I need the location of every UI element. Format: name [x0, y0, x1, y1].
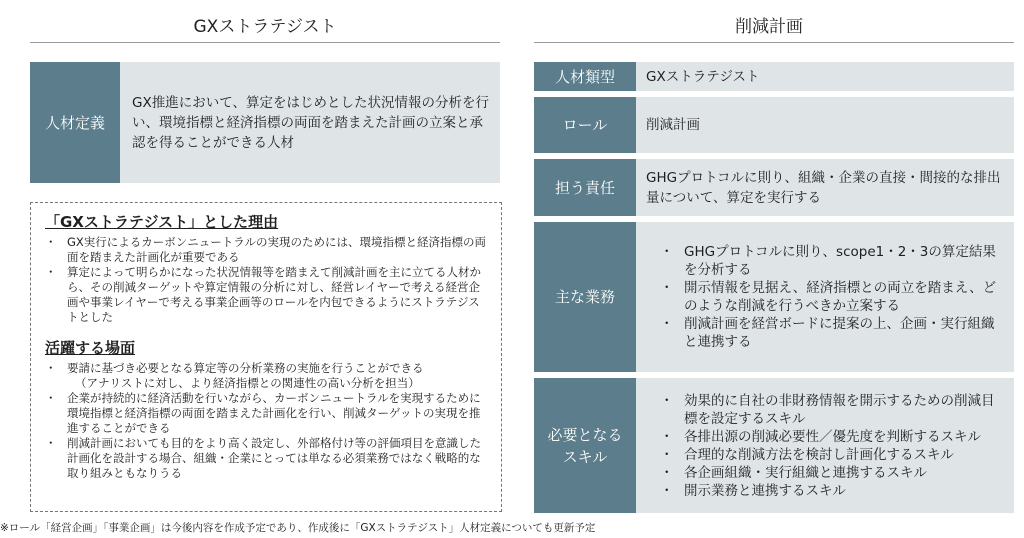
scenes-list	[45, 361, 491, 481]
task-item: ・ GHGプロトコルに則り、scope1・2・3の算定結果を分析する	[660, 243, 1004, 279]
reason-heading: 「GXストラテジスト」とした理由	[45, 213, 279, 231]
right-column-title: 削減計画	[735, 17, 803, 37]
footnote: ※ロール「経営企画」「事業企画」は今後内容を作成予定であり、作成後に「GXストラテジスト」人材定義についても更新予定	[0, 522, 596, 534]
definition-box	[30, 62, 500, 183]
skills-list	[646, 392, 1004, 500]
row-role	[534, 97, 1014, 153]
row-skills-label-line2: スキル	[562, 447, 608, 466]
scene-item: ・ 企業が持続的に経済活動を行いながら、カーボンニュートラルを実現するために環境指標と経済指標の両面を踏まえた計画化を行い、削減ターゲットの実現を推進することができる	[45, 391, 491, 436]
row-type	[534, 62, 1014, 91]
task-item: ・ 削減計画を経営ボードに提案の上、企画・実行組織と連携する	[660, 315, 1004, 351]
row-type-label: 人材類型	[534, 62, 636, 91]
scene-item: ・ 削減計画においても目的をより高く設定し、外部格付け等の評価項目を意識した計画化を設計する場合、組織・企業にとっては単なる必須業務ではなく戦略的な取り組みともなりうる	[45, 436, 491, 481]
skill-item: ・ 各排出源の削減必要性／優先度を判断するスキル	[660, 428, 1004, 446]
row-skills-label-line1: 必要となる	[547, 425, 623, 444]
skill-item: ・ 効果的に自社の非財務情報を開示するための削減目標を設定するスキル	[660, 392, 1004, 428]
scene-item-note: （アナリストに対し、より経済指標との関連性の高い分析を担当）	[75, 376, 420, 390]
row-role-value: 削減計画	[636, 97, 1014, 153]
right-title-divider	[534, 42, 1014, 43]
scenes-heading: 活躍する場面	[45, 339, 136, 357]
row-tasks-value	[636, 222, 1014, 372]
row-responsibility-label: 担う責任	[534, 159, 636, 216]
tasks-list	[646, 243, 1004, 351]
row-skills-label	[534, 378, 636, 513]
task-item: ・ 開示情報を見据え、経済指標との両立を踏まえ、どのような削減を行うべきか立案する	[660, 279, 1004, 315]
left-column-title: GXストラテジスト	[193, 17, 337, 37]
row-skills-value	[636, 378, 1014, 513]
row-skills	[534, 378, 1014, 513]
row-type-value: GXストラテジスト	[636, 62, 1014, 91]
scene-item: ・ 要請に基づき必要となる算定等の分析業務の実施を行うことができる	[45, 361, 491, 376]
row-role-label: ロール	[534, 97, 636, 153]
left-title-divider	[30, 42, 500, 43]
row-tasks-label: 主な業務	[534, 222, 636, 372]
skill-item: ・ 合理的な削減方法を検討し計画化するスキル	[660, 446, 1004, 464]
reason-box	[30, 202, 502, 512]
skill-item: ・ 各企画組織・実行組織と連携するスキル	[660, 464, 1004, 482]
row-tasks	[534, 222, 1014, 372]
reason-item: ・ GX実行によるカーボンニュートラルの実現のためには、環境指標と経済指標の両面を踏まえた計画化が重要である	[45, 235, 491, 265]
definition-text: GX推進において、算定をはじめとした状況情報の分析を行い、環境指標と経済指標の両面を踏まえた計画の立案と承認を得ることができる人材	[120, 62, 500, 183]
row-responsibility-value: GHGプロトコルに則り、組織・企業の直接・間接的な排出量について、算定を実行する	[636, 159, 1014, 216]
reason-list	[45, 235, 491, 325]
row-responsibility	[534, 159, 1014, 216]
skill-item: ・ 開示業務と連携するスキル	[660, 482, 1004, 500]
definition-label: 人材定義	[30, 62, 120, 183]
reason-item: ・ 算定によって明らかになった状況情報等を踏まえて削減計画を主に立てる人材から、その削減ターゲットや算定情報の分析に対し、経営レイヤーで考える経営企画や事業レイヤーで考える事業企画等のロールを内包できるようにストラテジストとした	[45, 265, 491, 325]
